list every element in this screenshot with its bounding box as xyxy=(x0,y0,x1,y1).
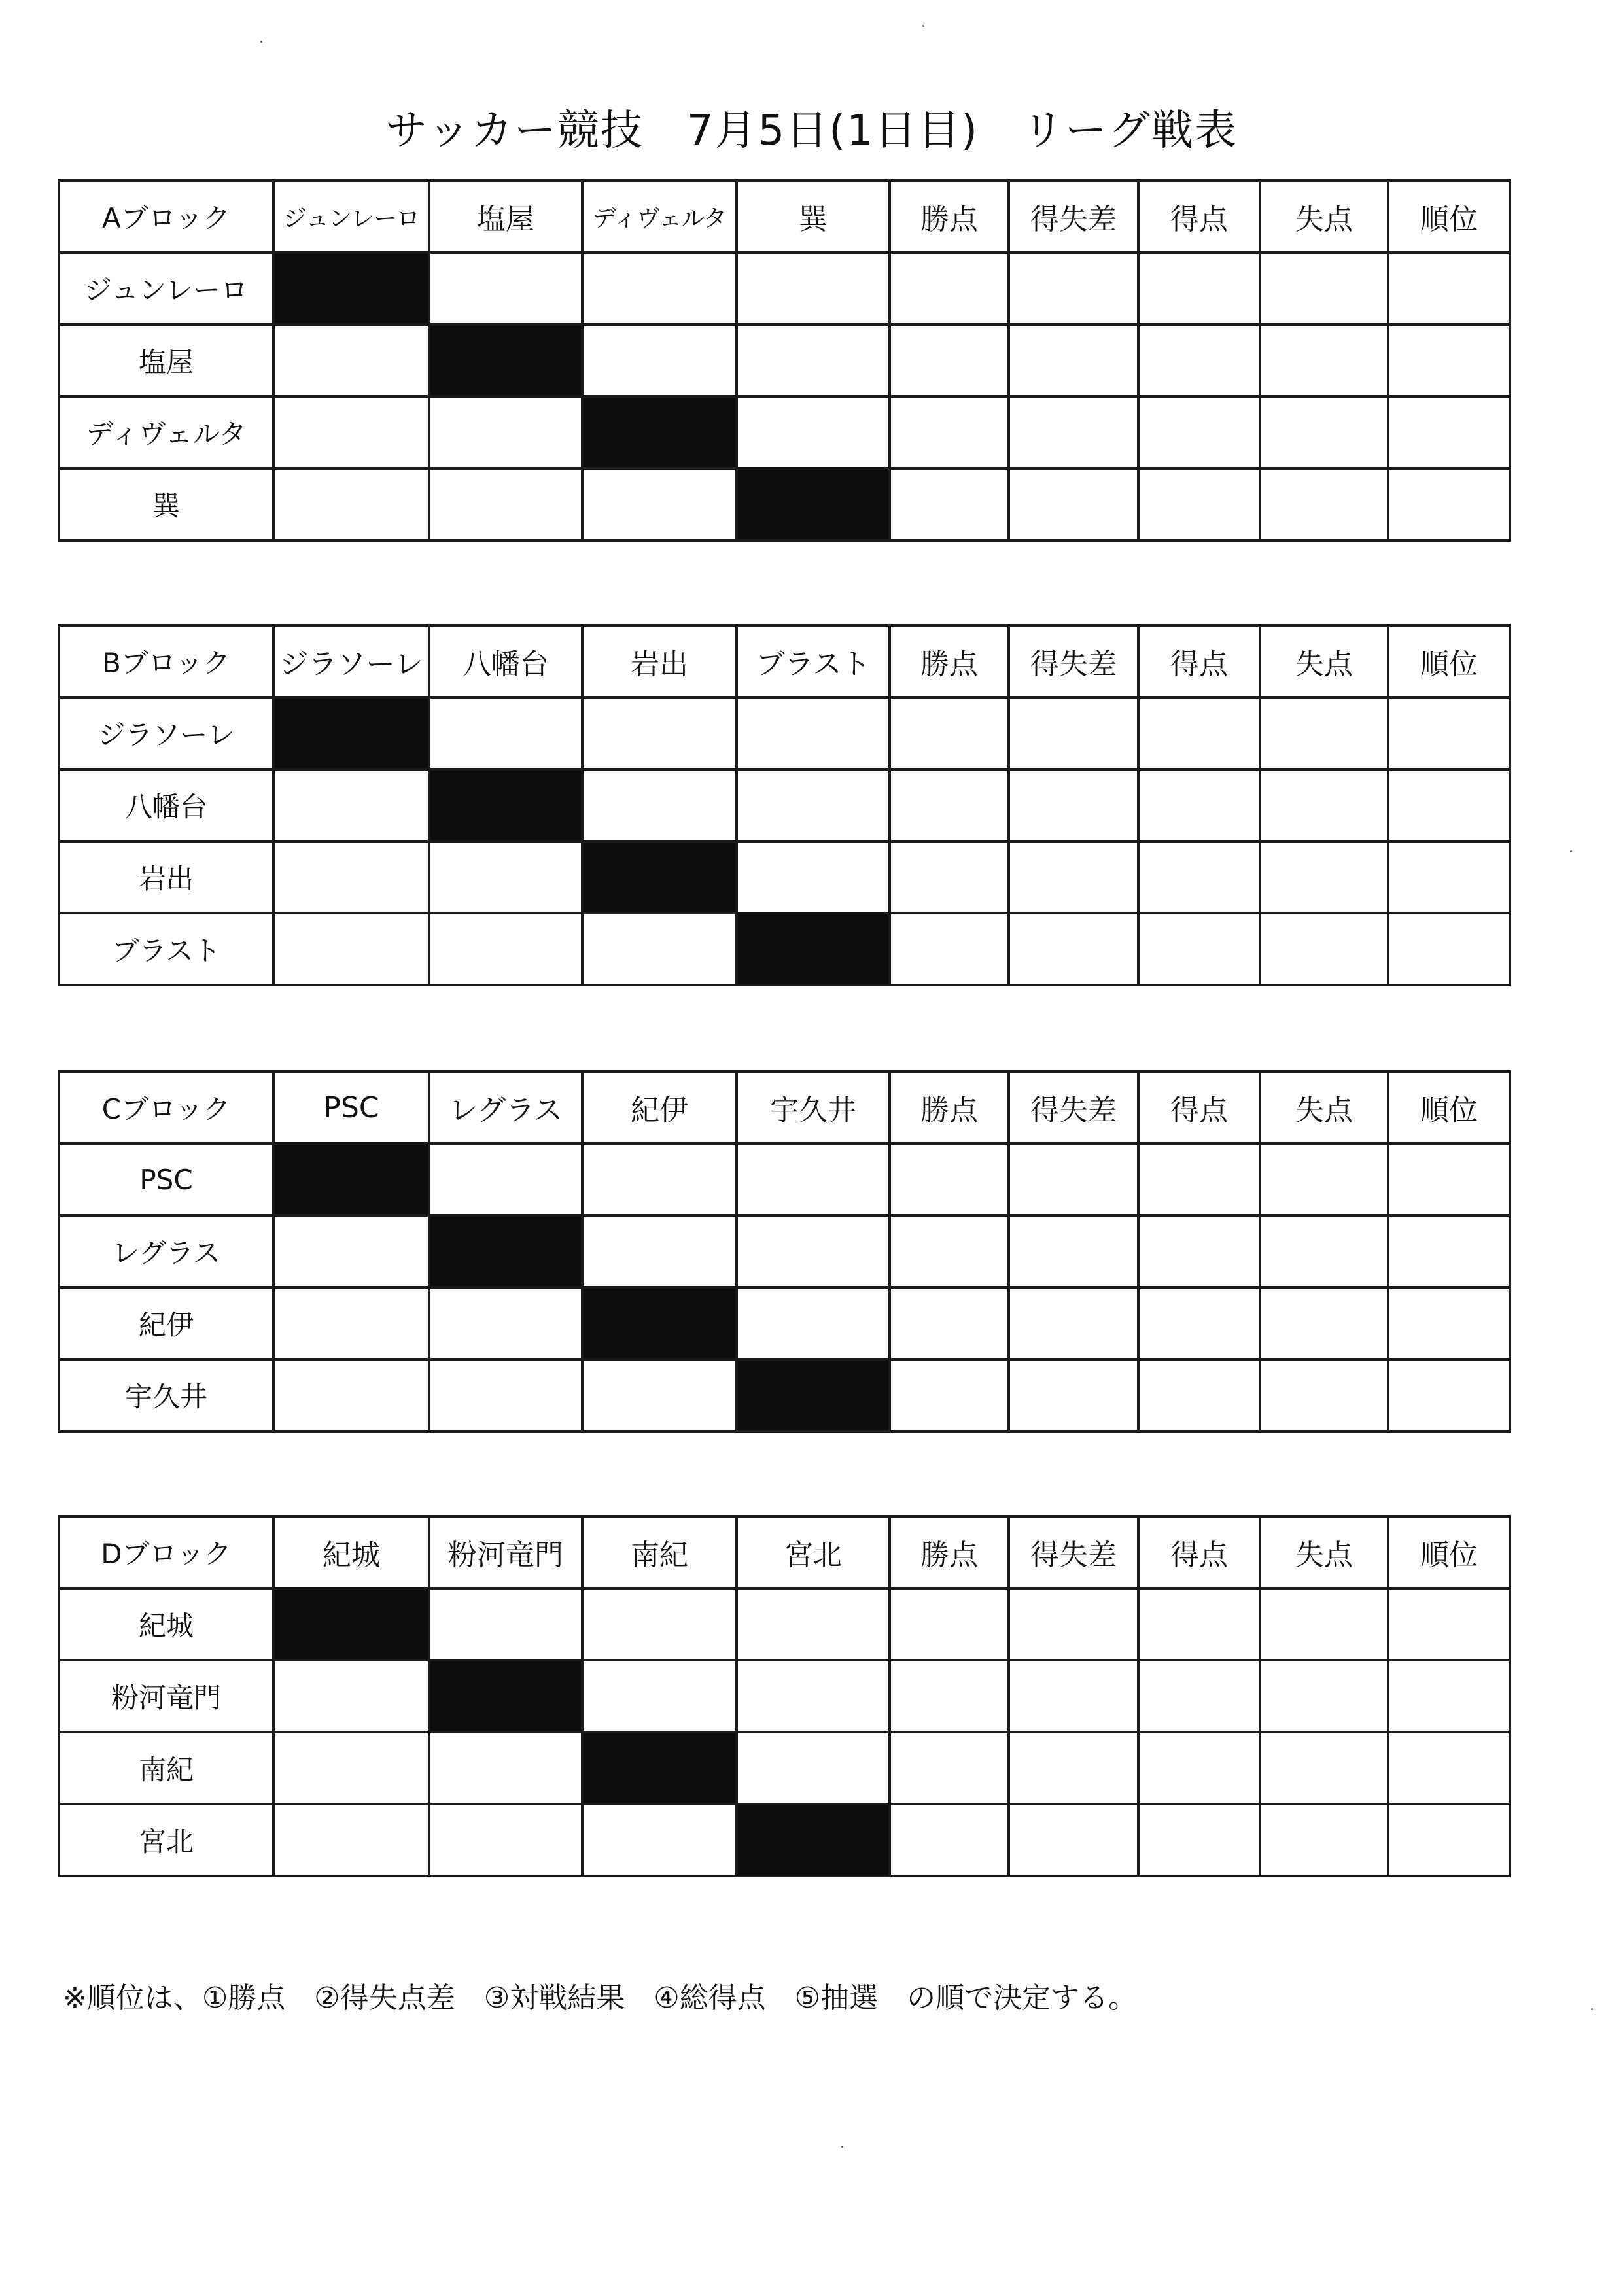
stat-header-goals-for: 得点 xyxy=(1138,625,1260,697)
result-cell xyxy=(429,1804,582,1876)
result-cell xyxy=(273,324,429,396)
stat-cell xyxy=(890,1287,1009,1359)
opponent-header: 紀伊 xyxy=(582,1071,737,1143)
stat-cell xyxy=(1260,769,1388,841)
stat-cell xyxy=(1388,1588,1510,1660)
result-cell xyxy=(582,913,737,985)
team-row xyxy=(59,1732,1510,1804)
opponent-header: 八幡台 xyxy=(429,625,582,697)
opponent-header: レグラス xyxy=(429,1071,582,1143)
stat-cell xyxy=(890,1215,1009,1287)
header-row xyxy=(59,1516,1510,1588)
self-match-cell xyxy=(273,1588,429,1660)
result-cell xyxy=(273,1359,429,1431)
stat-header-points: 勝点 xyxy=(890,1071,1009,1143)
stat-cell xyxy=(1138,1588,1260,1660)
stat-cell xyxy=(1138,1143,1260,1215)
stat-cell xyxy=(1260,1215,1388,1287)
stat-header-goal-diff: 得失差 xyxy=(1009,1516,1138,1588)
header-row xyxy=(59,625,1510,697)
self-match-cell xyxy=(429,1215,582,1287)
stat-cell xyxy=(1138,841,1260,913)
stat-cell xyxy=(890,252,1009,324)
team-name: 塩屋 xyxy=(59,324,273,396)
team-name: 宮北 xyxy=(59,1804,273,1876)
self-match-cell xyxy=(737,1359,890,1431)
opponent-header: ジラソーレ xyxy=(273,625,429,697)
stat-cell xyxy=(1388,1287,1510,1359)
stat-cell xyxy=(1138,1732,1260,1804)
stat-cell xyxy=(1388,1804,1510,1876)
result-cell xyxy=(273,1287,429,1359)
team-row xyxy=(59,1143,1510,1215)
team-name: 宇久井 xyxy=(59,1359,273,1431)
result-cell xyxy=(737,769,890,841)
self-match-cell xyxy=(273,1143,429,1215)
result-cell xyxy=(273,1732,429,1804)
stat-cell xyxy=(1009,769,1138,841)
stat-cell xyxy=(1388,252,1510,324)
stat-header-rank: 順位 xyxy=(1388,625,1510,697)
stat-cell xyxy=(890,396,1009,468)
stat-cell xyxy=(1388,913,1510,985)
team-row xyxy=(59,1660,1510,1732)
block-label: Aブロック xyxy=(59,181,273,252)
stat-cell xyxy=(1009,1660,1138,1732)
stat-cell xyxy=(1138,468,1260,540)
stat-cell xyxy=(1138,697,1260,769)
stat-header-goals-for: 得点 xyxy=(1138,181,1260,252)
result-cell xyxy=(273,396,429,468)
stat-cell xyxy=(1138,1359,1260,1431)
stat-cell xyxy=(1009,1287,1138,1359)
opponent-header: 粉河竜門 xyxy=(429,1516,582,1588)
result-cell xyxy=(737,252,890,324)
result-cell xyxy=(429,252,582,324)
opponent-header: PSC xyxy=(273,1071,429,1143)
stat-cell xyxy=(890,1143,1009,1215)
scan-speck xyxy=(1570,850,1572,852)
stat-cell xyxy=(1260,841,1388,913)
stat-cell xyxy=(1388,1143,1510,1215)
result-cell xyxy=(582,324,737,396)
stat-cell xyxy=(1260,324,1388,396)
opponent-header: 巽 xyxy=(737,181,890,252)
stat-cell xyxy=(1388,841,1510,913)
self-match-cell xyxy=(582,1287,737,1359)
block-a-table xyxy=(58,179,1511,542)
stat-cell xyxy=(890,1732,1009,1804)
stat-cell xyxy=(890,324,1009,396)
stat-header-goal-diff: 得失差 xyxy=(1009,625,1138,697)
team-name: 八幡台 xyxy=(59,769,273,841)
team-row xyxy=(59,396,1510,468)
result-cell xyxy=(582,468,737,540)
team-row xyxy=(59,1588,1510,1660)
stat-cell xyxy=(1388,396,1510,468)
result-cell xyxy=(737,1287,890,1359)
stat-header-rank: 順位 xyxy=(1388,181,1510,252)
stat-cell xyxy=(1388,1359,1510,1431)
block-label: Cブロック xyxy=(59,1071,273,1143)
team-name: ディヴェルタ xyxy=(59,396,273,468)
stat-cell xyxy=(1009,1732,1138,1804)
self-match-cell xyxy=(737,1804,890,1876)
stat-cell xyxy=(1138,1287,1260,1359)
result-cell xyxy=(582,1660,737,1732)
stat-cell xyxy=(1138,1215,1260,1287)
block-d-table xyxy=(58,1515,1511,1877)
self-match-cell xyxy=(737,468,890,540)
stat-cell xyxy=(890,1588,1009,1660)
scan-speck xyxy=(922,25,924,27)
stat-cell xyxy=(1009,468,1138,540)
stat-cell xyxy=(890,769,1009,841)
team-name: 南紀 xyxy=(59,1732,273,1804)
result-cell xyxy=(582,769,737,841)
stat-cell xyxy=(890,697,1009,769)
block-label: Bブロック xyxy=(59,625,273,697)
opponent-header: 宇久井 xyxy=(737,1071,890,1143)
block-label: Dブロック xyxy=(59,1516,273,1588)
opponent-header: 宮北 xyxy=(737,1516,890,1588)
stat-cell xyxy=(1388,1215,1510,1287)
result-cell xyxy=(273,1660,429,1732)
result-cell xyxy=(737,841,890,913)
stat-cell xyxy=(890,913,1009,985)
stat-cell xyxy=(1260,1804,1388,1876)
result-cell xyxy=(582,252,737,324)
opponent-header: ジュンレーロ xyxy=(273,181,429,252)
result-cell xyxy=(582,1143,737,1215)
stat-header-rank: 順位 xyxy=(1388,1071,1510,1143)
team-name: 紀城 xyxy=(59,1588,273,1660)
result-cell xyxy=(429,841,582,913)
stat-header-rank: 順位 xyxy=(1388,1516,1510,1588)
stat-cell xyxy=(1260,697,1388,769)
self-match-cell xyxy=(582,841,737,913)
scan-speck xyxy=(1591,2008,1593,2010)
stat-cell xyxy=(1260,1732,1388,1804)
team-name: ジュンレーロ xyxy=(59,252,273,324)
team-row xyxy=(59,697,1510,769)
stat-cell xyxy=(1138,1804,1260,1876)
stat-header-points: 勝点 xyxy=(890,181,1009,252)
stat-cell xyxy=(1138,252,1260,324)
stat-header-goals-against: 失点 xyxy=(1260,625,1388,697)
result-cell xyxy=(582,1215,737,1287)
result-cell xyxy=(737,324,890,396)
stat-cell xyxy=(1009,1143,1138,1215)
result-cell xyxy=(582,1588,737,1660)
stat-cell xyxy=(1260,913,1388,985)
team-name: ジラソーレ xyxy=(59,697,273,769)
stat-cell xyxy=(1260,1359,1388,1431)
team-row xyxy=(59,1804,1510,1876)
stat-cell xyxy=(1388,1660,1510,1732)
team-name: レグラス xyxy=(59,1215,273,1287)
result-cell xyxy=(737,1660,890,1732)
ranking-rule-note: ※順位は、①勝点 ②得失点差 ③対戦結果 ④総得点 ⑤抽選 の順で決定する。 xyxy=(63,1981,1138,2015)
stat-cell xyxy=(1260,396,1388,468)
result-cell xyxy=(429,1359,582,1431)
stat-cell xyxy=(890,1804,1009,1876)
result-cell xyxy=(429,697,582,769)
scan-speck xyxy=(841,2146,843,2148)
team-name: 紀伊 xyxy=(59,1287,273,1359)
stat-header-goals-against: 失点 xyxy=(1260,1071,1388,1143)
stat-cell xyxy=(1009,913,1138,985)
opponent-header: ブラスト xyxy=(737,625,890,697)
result-cell xyxy=(429,913,582,985)
opponent-header: 塩屋 xyxy=(429,181,582,252)
team-name: PSC xyxy=(59,1143,273,1215)
stat-header-goal-diff: 得失差 xyxy=(1009,181,1138,252)
result-cell xyxy=(429,1588,582,1660)
self-match-cell xyxy=(273,252,429,324)
stat-cell xyxy=(890,1359,1009,1431)
result-cell xyxy=(429,1287,582,1359)
result-cell xyxy=(737,1143,890,1215)
stat-cell xyxy=(1138,913,1260,985)
stat-cell xyxy=(1260,1588,1388,1660)
team-name: ブラスト xyxy=(59,913,273,985)
stat-cell xyxy=(890,841,1009,913)
result-cell xyxy=(737,1588,890,1660)
result-cell xyxy=(737,1215,890,1287)
stat-cell xyxy=(890,1660,1009,1732)
stat-cell xyxy=(1138,324,1260,396)
self-match-cell xyxy=(582,1732,737,1804)
header-row xyxy=(59,1071,1510,1143)
team-row xyxy=(59,841,1510,913)
stat-cell xyxy=(1009,697,1138,769)
self-match-cell xyxy=(273,697,429,769)
result-cell xyxy=(582,1804,737,1876)
team-row xyxy=(59,1359,1510,1431)
self-match-cell xyxy=(429,1660,582,1732)
result-cell xyxy=(273,1804,429,1876)
self-match-cell xyxy=(429,769,582,841)
result-cell xyxy=(429,396,582,468)
stat-header-goal-diff: 得失差 xyxy=(1009,1071,1138,1143)
stat-cell xyxy=(1388,769,1510,841)
result-cell xyxy=(737,697,890,769)
team-row xyxy=(59,468,1510,540)
stat-cell xyxy=(1009,841,1138,913)
block-c-table xyxy=(58,1070,1511,1433)
result-cell xyxy=(429,1732,582,1804)
stat-cell xyxy=(1260,468,1388,540)
stat-cell xyxy=(1009,1804,1138,1876)
result-cell xyxy=(273,913,429,985)
result-cell xyxy=(273,468,429,540)
stat-cell xyxy=(1260,252,1388,324)
header-row xyxy=(59,181,1510,252)
result-cell xyxy=(273,769,429,841)
block-b-table xyxy=(58,624,1511,986)
stat-cell xyxy=(1388,324,1510,396)
stat-cell xyxy=(1009,324,1138,396)
stat-cell xyxy=(1138,396,1260,468)
stat-cell xyxy=(1388,697,1510,769)
team-row xyxy=(59,1215,1510,1287)
stat-header-goals-for: 得点 xyxy=(1138,1071,1260,1143)
team-row xyxy=(59,913,1510,985)
result-cell xyxy=(737,1732,890,1804)
stat-cell xyxy=(1009,1359,1138,1431)
opponent-header: ディヴェルタ xyxy=(582,181,737,252)
team-name: 巽 xyxy=(59,468,273,540)
stat-cell xyxy=(1009,396,1138,468)
result-cell xyxy=(273,1215,429,1287)
stat-cell xyxy=(1009,1588,1138,1660)
stat-cell xyxy=(1009,1215,1138,1287)
self-match-cell xyxy=(429,324,582,396)
stat-cell xyxy=(890,468,1009,540)
opponent-header: 南紀 xyxy=(582,1516,737,1588)
result-cell xyxy=(429,1143,582,1215)
team-row xyxy=(59,1287,1510,1359)
team-row xyxy=(59,252,1510,324)
stat-cell xyxy=(1138,1660,1260,1732)
scan-speck xyxy=(260,41,262,43)
team-row xyxy=(59,769,1510,841)
team-name: 粉河竜門 xyxy=(59,1660,273,1732)
result-cell xyxy=(582,1359,737,1431)
stat-header-goals-against: 失点 xyxy=(1260,1516,1388,1588)
self-match-cell xyxy=(737,913,890,985)
opponent-header: 紀城 xyxy=(273,1516,429,1588)
stat-cell xyxy=(1260,1287,1388,1359)
result-cell xyxy=(273,841,429,913)
stat-header-goals-against: 失点 xyxy=(1260,181,1388,252)
stat-cell xyxy=(1009,252,1138,324)
team-row xyxy=(59,324,1510,396)
stat-header-goals-for: 得点 xyxy=(1138,1516,1260,1588)
stat-cell xyxy=(1388,468,1510,540)
stat-cell xyxy=(1388,1732,1510,1804)
opponent-header: 岩出 xyxy=(582,625,737,697)
stat-cell xyxy=(1260,1660,1388,1732)
stat-cell xyxy=(1260,1143,1388,1215)
page-title: サッカー競技 7月5日(1日目) リーグ戦表 xyxy=(385,107,1238,155)
team-name: 岩出 xyxy=(59,841,273,913)
stat-header-points: 勝点 xyxy=(890,625,1009,697)
stat-cell xyxy=(1138,769,1260,841)
result-cell xyxy=(582,697,737,769)
stat-header-points: 勝点 xyxy=(890,1516,1009,1588)
self-match-cell xyxy=(582,396,737,468)
result-cell xyxy=(737,396,890,468)
result-cell xyxy=(429,468,582,540)
